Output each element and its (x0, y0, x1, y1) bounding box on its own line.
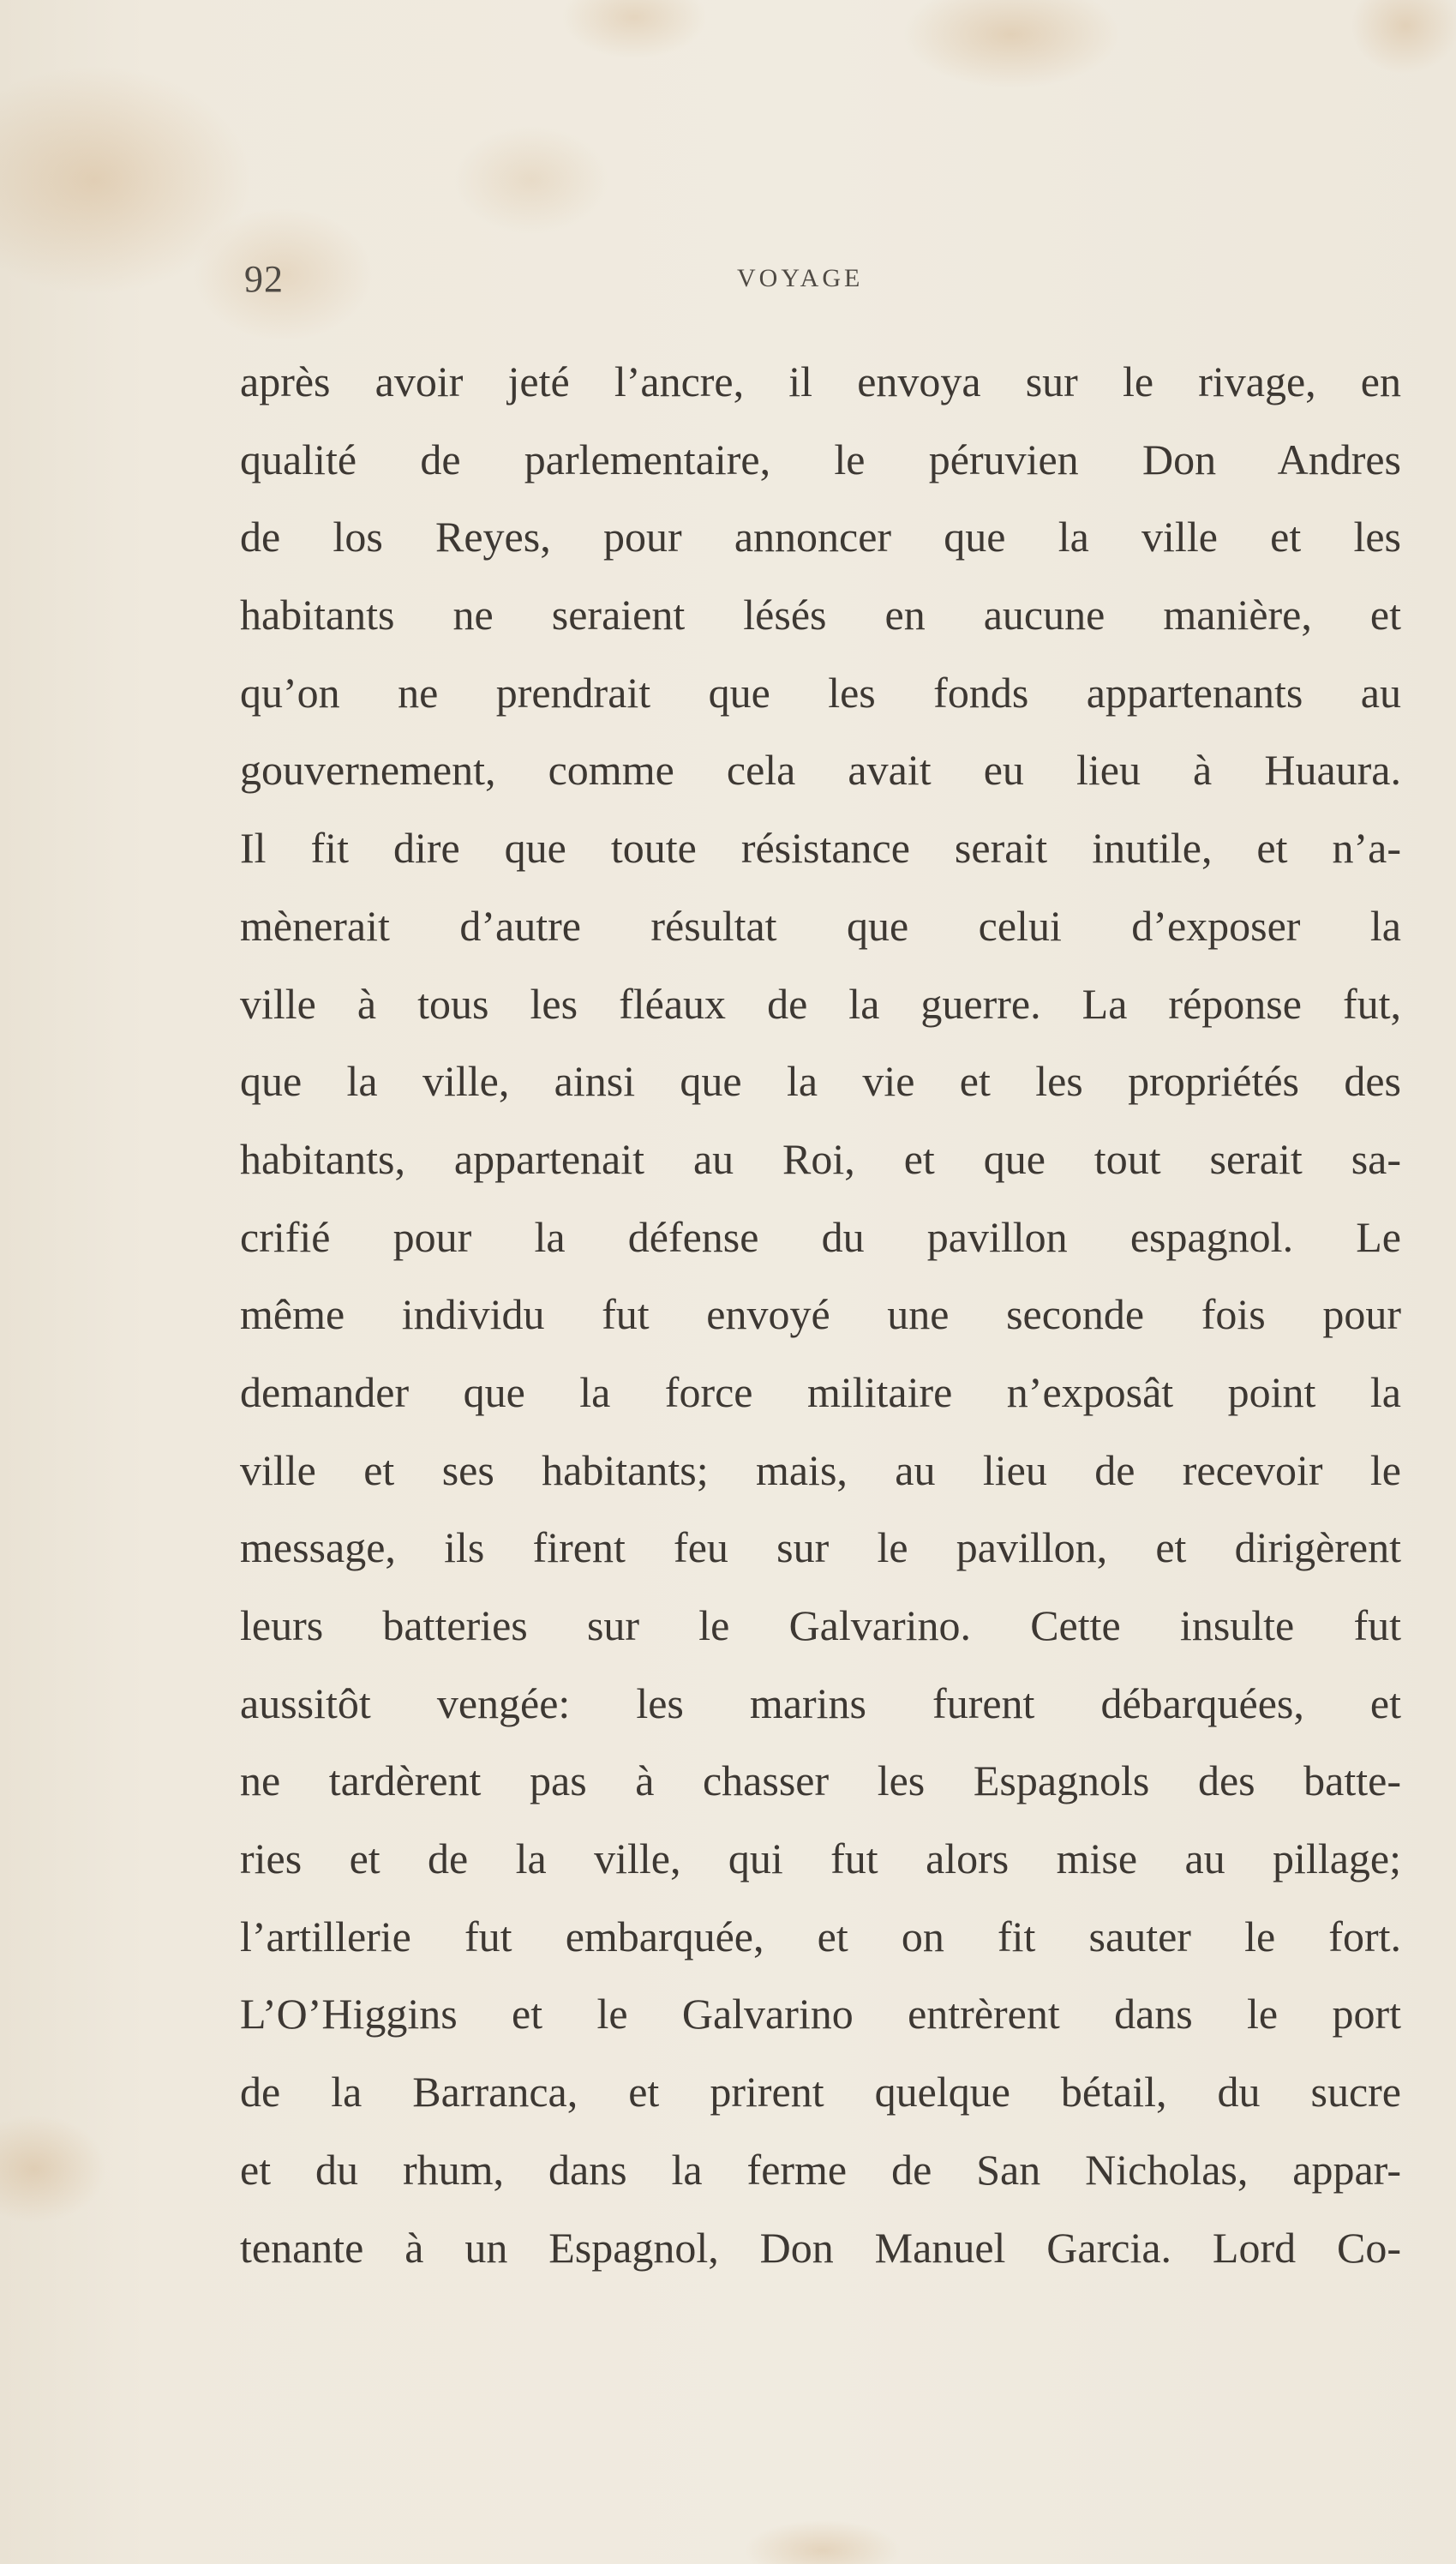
text-line: gouvernement, comme cela avait eu lieu à Huaura. (240, 746, 1401, 795)
text-line: après avoir jeté l’ancre, il envoya sur le rivage, en (240, 357, 1401, 405)
text-line: que la ville, ainsi que la vie et les propriétés des (240, 1057, 1401, 1106)
text-line: ville et ses habitants; mais, au lieu de recevoir le (240, 1445, 1401, 1494)
text-line: qu’on ne prendrait que les fonds appartenants au (240, 668, 1401, 717)
text-line: et du rhum, dans la ferme de San Nicholas, appar- (240, 2145, 1401, 2194)
text-line: mènerait d’autre résultat que celui d’exposer la (240, 901, 1401, 950)
text-line: message, ils firent feu sur le pavillon, et dirigèrent (240, 1523, 1401, 1572)
text-line: de los Reyes, pour annoncer que la ville et les (240, 513, 1401, 561)
text-line: ries et de la ville, qui fut alors mise au pillage; (240, 1834, 1401, 1883)
body-text (240, 343, 1401, 2286)
running-title: VOYAGE (737, 264, 864, 292)
text-line: L’O’Higgins et le Galvarino entrèrent dans le port (240, 1990, 1401, 2039)
text-line: crifié pour la défense du pavillon espagnol. Le (240, 1212, 1401, 1261)
text-line: leurs batteries sur le Galvarino. Cette insulte fut (240, 1601, 1401, 1649)
text-line: habitants, appartenait au Roi, et que tout serait sa- (240, 1134, 1401, 1183)
running-head (0, 257, 1456, 300)
page-number: 92 (244, 258, 284, 300)
text-line: ville à tous les fléaux de la guerre. La réponse fut, (240, 979, 1401, 1028)
text-line: habitants ne seraient lésés en aucune manière, et (240, 591, 1401, 639)
text-line: aussitôt vengée: les marins furent débarquées, et (240, 1678, 1401, 1727)
text-line: ne tardèrent pas à chasser les Espagnols des batte- (240, 1756, 1401, 1805)
text-line: de la Barranca, et prirent quelque bétail, du sucre (240, 2068, 1401, 2117)
text-line: demander que la force militaire n’exposât point la (240, 1367, 1401, 1416)
text-line: Il fit dire que toute résistance serait inutile, et n’a- (240, 824, 1401, 873)
text-line: l’artillerie fut embarquée, et on fit sauter le fort. (240, 1912, 1401, 1961)
text-line: qualité de parlementaire, le péruvien Don Andres (240, 435, 1401, 483)
text-line: tenante à un Espagnol, Don Manuel Garcia. Lord Co- (240, 2223, 1401, 2272)
text-line: même individu fut envoyé une seconde fois pour (240, 1290, 1401, 1339)
